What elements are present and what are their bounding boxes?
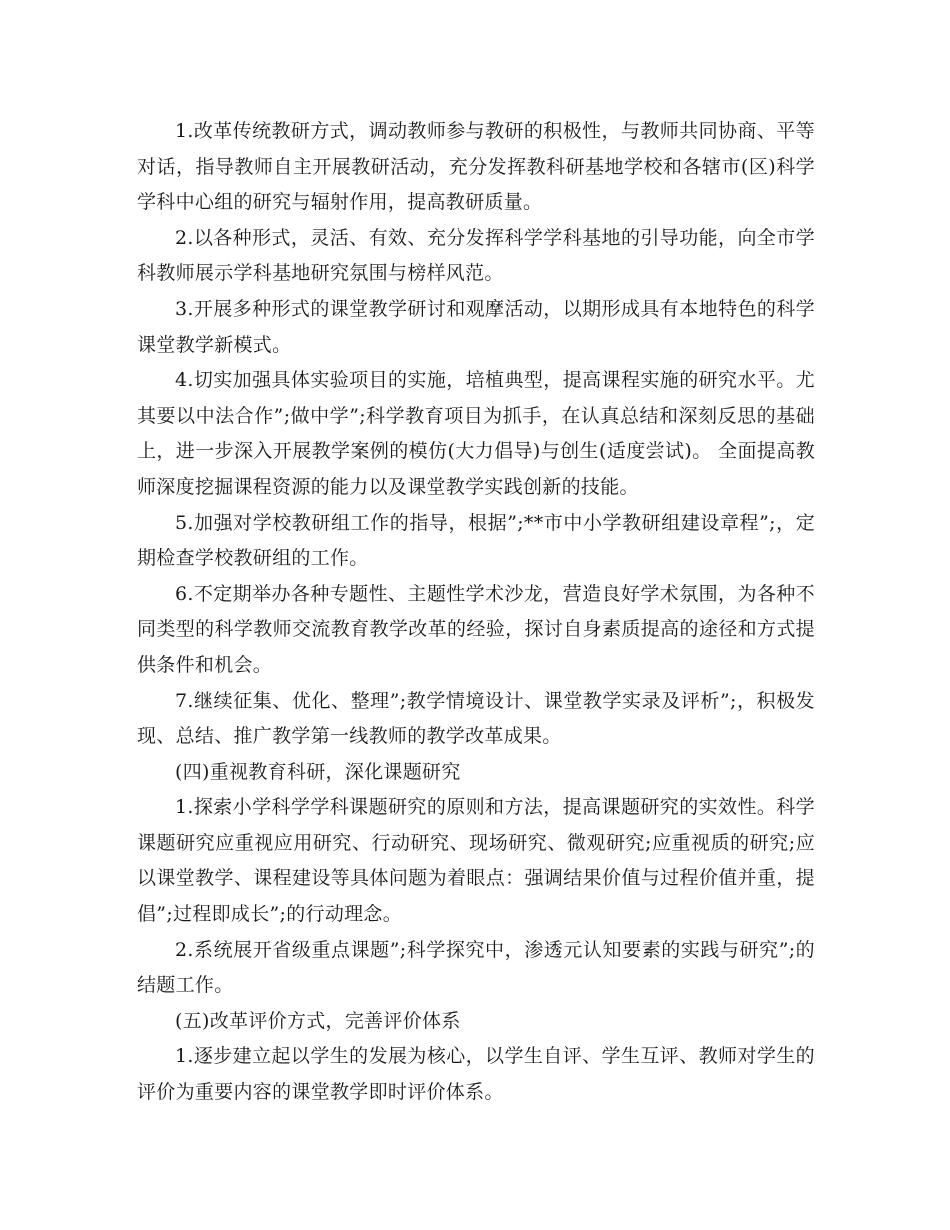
paragraph-2: 2.以各种形式，灵活、有效、充分发挥科学学科基地的引导功能，向全市学科教师展示学科基地研究氛围与榜样风范。 xyxy=(137,226,815,285)
paragraph-3: 3.开展多种形式的课堂教学研讨和观摩活动，以期形成具有本地特色的科学课堂教学新模式。 xyxy=(137,297,815,356)
section-heading-5: (五)改革评价方式，完善评价体系 xyxy=(175,1009,461,1032)
section-heading-4: (四)重视教育科研，深化课题研究 xyxy=(175,760,461,783)
paragraph-7: 7.继续征集、优化、整理”;教学情境设计、课堂教学实录及评析”;，积极发现、总结、推广教学第一线教师的教学改革成果。 xyxy=(137,689,815,748)
paragraph-5: 5.加强对学校教研组工作的指导，根据”;**市中小学教研组建设章程”;，定期检查学校教研组的工作。 xyxy=(137,511,815,570)
paragraph-9: 2.系统展开省级重点课题”;科学探究中，渗透元认知要素的实践与研究”;的结题工作。 xyxy=(137,938,815,997)
paragraph-8: 1.探索小学科学学科课题研究的原则和方法，提高课题研究的实效性。科学课题研究应重视应用研究、行动研究、现场研究、微观研究;应重视质的研究;应以课堂教学、课程建设等具体问题为着眼点：强调结果价值与过程价值并重，提倡”;过程即成长”;的行动理念。 xyxy=(137,796,815,926)
paragraph-1: 1.改革传统教研方式，调动教师参与教研的积极性，与教师共同协商、平等对话，指导教师自主开展教研活动，充分发挥教科研基地学校和各辖市(区)科学学科中心组的研究与辐射作用，提高教研质量。 xyxy=(137,120,815,214)
document-body xyxy=(137,114,815,1111)
paragraph-6: 6.不定期举办各种专题性、主题性学术沙龙，营造良好学术氛围，为各种不同类型的科学教师交流教育教学改革的经验，探讨自身素质提高的途径和方式提供条件和机会。 xyxy=(137,582,815,676)
paragraph-4: 4.切实加强具体实验项目的实施，培植典型，提高课程实施的研究水平。尤其要以中法合作”;做中学”;科学教育项目为抓手，在认真总结和深刻反思的基础上，进一步深入开展教学案例的模仿(大力倡导)与创生(适度尝试)。 全面提高教师深度挖掘课程资源的能力以及课堂教学实践创新的技能。 xyxy=(137,369,815,498)
paragraph-10: 1.逐步建立起以学生的发展为核心，以学生自评、学生互评、教师对学生的评价为重要内容的课堂教学即时评价体系。 xyxy=(137,1045,815,1104)
